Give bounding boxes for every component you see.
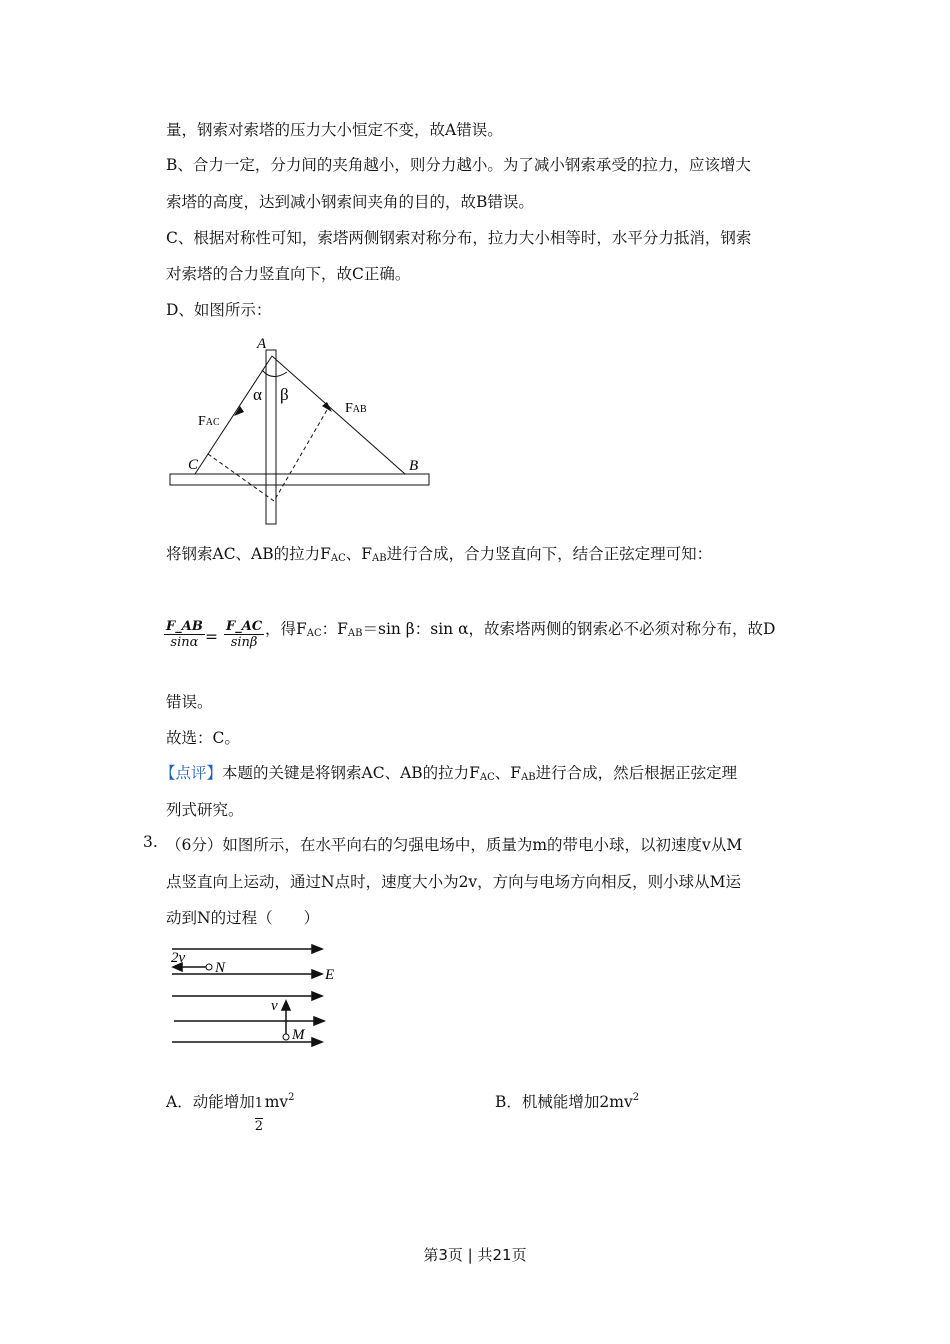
- fraction-fac-sinbeta: $\frac{F\_AC}{\sin\beta}$: [226, 619, 263, 650]
- question-text: 点竖直向上运动，通过N点时，速度大小为2v，方向与电场方向相反，则小球从M运: [166, 873, 742, 891]
- text-line: 对索塔的合力竖直向下，故C正确。: [166, 265, 411, 283]
- label-v: v: [271, 998, 278, 1014]
- label-fab: FAB: [345, 401, 367, 416]
- text-line: ，得$F_{AC}$：$F_{AB}=\sin$ β：sin α，故索塔两侧的钢索必不必须对称分布，故D: [265, 620, 776, 639]
- text-line: 索塔的高度，达到减小钢索间夹角的目的，故B错误。: [166, 193, 534, 211]
- text-line: 故选：C。: [166, 729, 240, 747]
- text-line: C、根据对称性可知，索塔两侧钢索对称分布，拉力大小相等时，水平分力抵消，钢索: [166, 229, 752, 247]
- text-line: 【点评】本题的关键是将钢索AC、AB的拉力$F_{AC}$、$F_{AB}$进行合成，然后根据正弦定理: [160, 764, 738, 783]
- label-fac: FAC: [198, 414, 220, 429]
- text-line: D、如图所示：: [166, 301, 272, 319]
- question-text: （6分）如图所示，在水平向右的匀强电场中，质量为m的带电小球，以初速度v从M: [166, 836, 743, 854]
- question-number: 3.: [143, 833, 158, 851]
- force-diagram: [160, 330, 440, 530]
- label-e: E: [325, 967, 335, 983]
- option-b[interactable]: B．机械能增加$2mv^2$: [495, 1092, 640, 1111]
- label-b: B: [409, 458, 419, 474]
- equals-sign: =: [205, 628, 218, 646]
- electric-field-diagram: [160, 940, 360, 1055]
- label-beta: β: [280, 385, 289, 404]
- label-alpha: α: [253, 385, 262, 404]
- label-2v: 2v: [171, 950, 186, 966]
- text-line: 将钢索AC、AB的拉力$F_{AC}$、$F_{AB}$进行合成，合力竖直向下，结合正弦定理可知：: [166, 545, 713, 564]
- text-line: 量，钢索对索塔的压力大小恒定不变，故A错误。: [166, 121, 503, 139]
- question-text: 动到N的过程（ ）: [166, 909, 320, 927]
- text-line: 列式研究。: [166, 801, 244, 819]
- label-m: M: [292, 1027, 305, 1043]
- text-line: B、合力一定，分力间的夹角越小，则分力越小。为了减小钢索承受的拉力，应该增大: [166, 156, 751, 174]
- option-a[interactable]: A．动能增加$\frac{1}{2}$ $mv^2$: [166, 1092, 295, 1134]
- label-a: A: [257, 336, 267, 352]
- label-n: N: [215, 960, 226, 976]
- page-footer: 第3页 | 共21页: [423, 1246, 527, 1264]
- comment-tag: 【点评】: [160, 764, 223, 782]
- text-line: 错误。: [166, 693, 213, 711]
- label-c: C: [188, 457, 199, 473]
- fraction-fab-sinalpha: $\frac{F\_AB}{\sin\alpha}$: [166, 619, 203, 650]
